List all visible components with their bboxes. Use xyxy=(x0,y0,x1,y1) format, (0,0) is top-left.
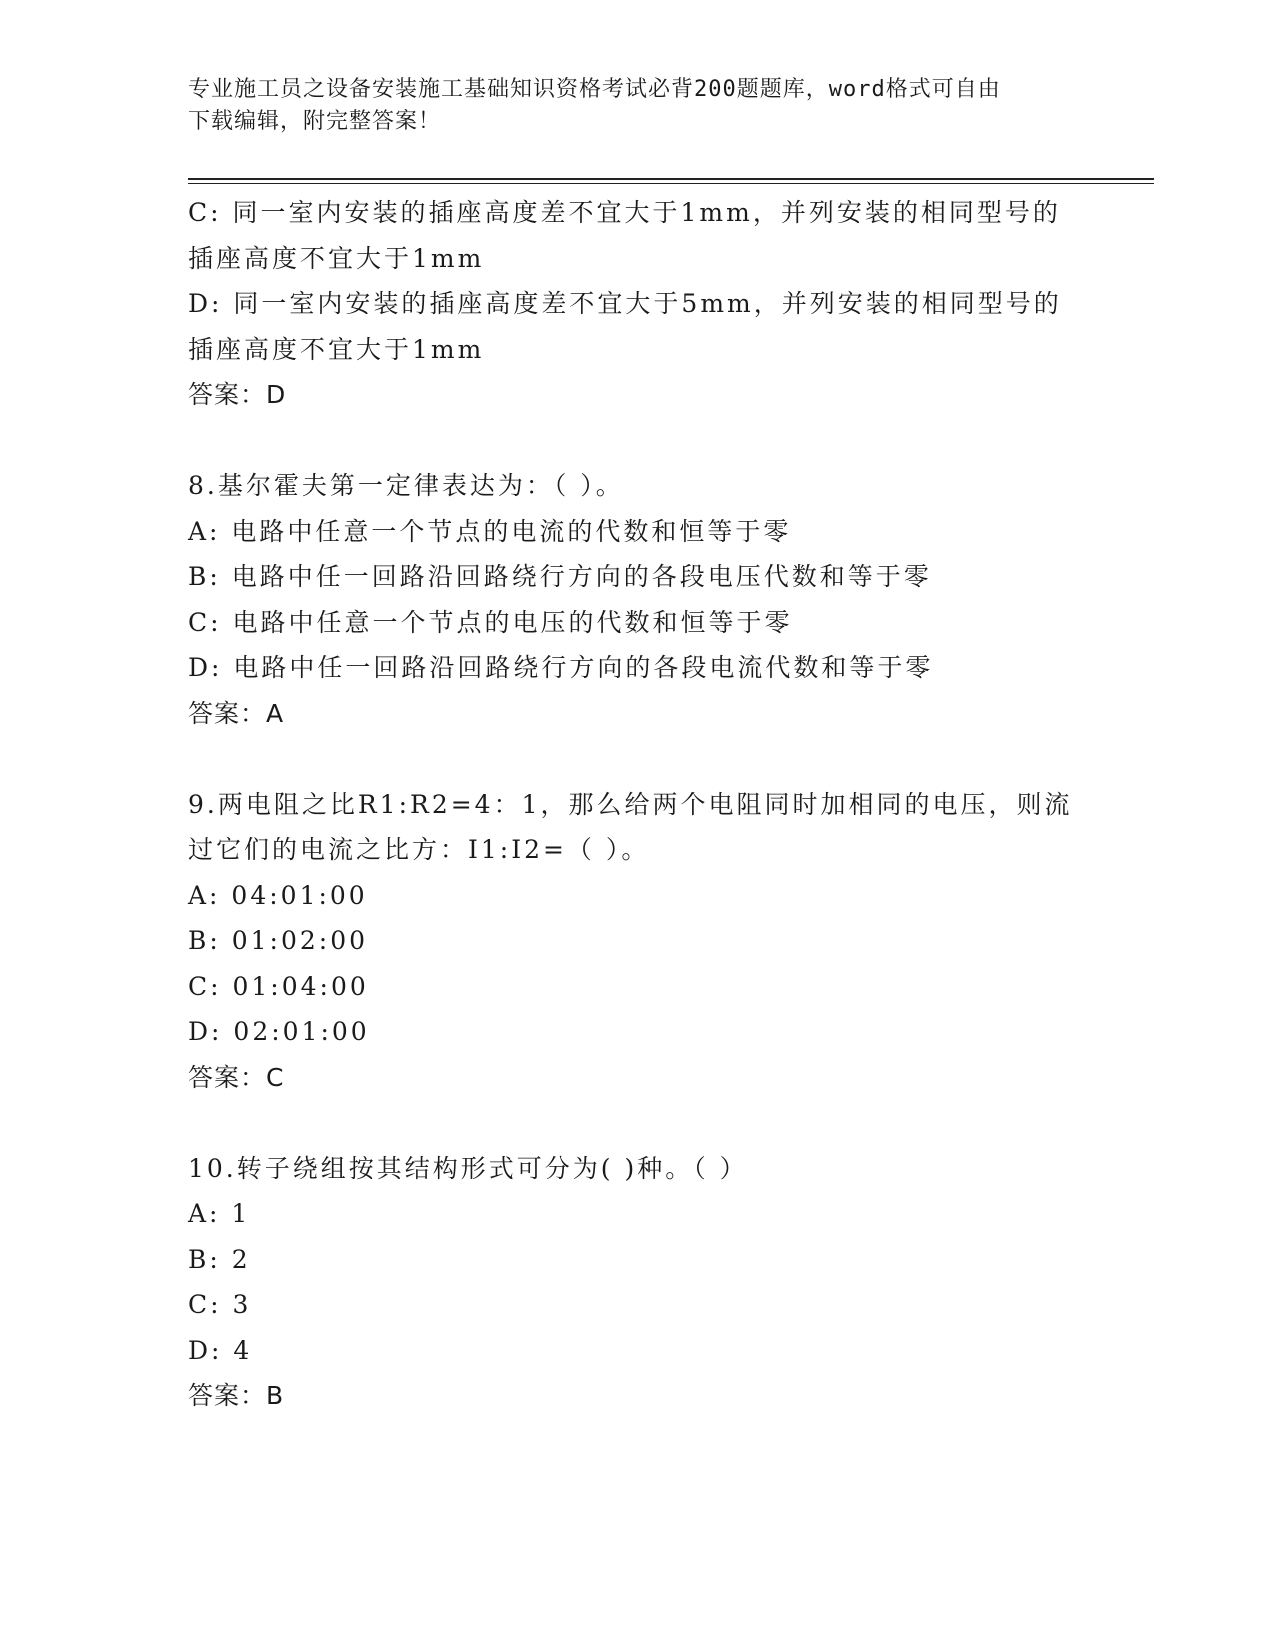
q10-option-a: A: 1 xyxy=(188,1199,251,1228)
header-divider-thin xyxy=(188,183,1154,184)
q10-option-c: C: 3 xyxy=(188,1290,252,1319)
q7-answer: 答案：D xyxy=(188,380,287,409)
spacer xyxy=(188,1100,1068,1146)
q7-option-c-line-2: 插座高度不宜大于1mm xyxy=(188,243,485,273)
question-8 xyxy=(188,463,1068,736)
question-7-tail xyxy=(188,190,1068,418)
header-divider-thick xyxy=(188,178,1154,180)
q8-option-c: C: 电路中任意一个节点的电压的代数和恒等于零 xyxy=(188,607,793,637)
spacer xyxy=(188,418,1068,464)
q8-option-d: D: 电路中任一回路沿回路绕行方向的各段电流代数和等于零 xyxy=(188,653,934,682)
q7-option-d-line-1: D: 同一室内安装的插座高度差不宜大于5mm，并列安装的相同型号的 xyxy=(188,289,1062,318)
q8-stem: 8.基尔霍夫第一定律表达为：（ ）。 xyxy=(188,471,624,500)
q9-option-b: B: 01:02:00 xyxy=(188,926,369,955)
q9-option-a: A: 04:01:00 xyxy=(188,880,368,910)
q9-stem-line-1: 9.两电阻之比R1:R2=4：1，那么给两个电阻同时加相同的电压，则流 xyxy=(188,789,1073,819)
q8-option-a: A: 电路中任意一个节点的电流的代数和恒等于零 xyxy=(188,516,792,546)
header-line-1: 专业施工员之设备安装施工基础知识资格考试必背200题题库，word格式可自由 xyxy=(188,77,1001,102)
q10-stem: 10.转子绕组按其结构形式可分为( )种。（ ） xyxy=(188,1153,748,1183)
q9-stem-line-2: 过它们的电流之比方：I1:I2=（ ）。 xyxy=(188,835,650,864)
q10-option-b: B: 2 xyxy=(188,1244,251,1274)
document-header xyxy=(188,74,1068,138)
q9-option-c: C: 01:04:00 xyxy=(188,971,369,1001)
header-line-2: 下载编辑，附完整答案！ xyxy=(188,109,442,134)
question-9 xyxy=(188,782,1073,1101)
q7-option-c-line-1: C: 同一室内安装的插座高度差不宜大于1mm，并列安装的相同型号的 xyxy=(188,198,1061,227)
spacer xyxy=(188,736,1068,782)
q8-option-b: B: 电路中任一回路沿回路绕行方向的各段电压代数和等于零 xyxy=(188,562,932,591)
q10-answer: 答案：B xyxy=(188,1381,285,1410)
q9-option-d: D: 02:01:00 xyxy=(188,1017,370,1046)
question-list xyxy=(188,190,1073,1419)
question-10 xyxy=(188,1146,1068,1419)
q7-option-d-line-2: 插座高度不宜大于1mm xyxy=(188,334,485,364)
q9-answer: 答案：C xyxy=(188,1062,285,1092)
q10-option-d: D: 4 xyxy=(188,1335,253,1365)
q8-answer: 答案：A xyxy=(188,698,285,728)
